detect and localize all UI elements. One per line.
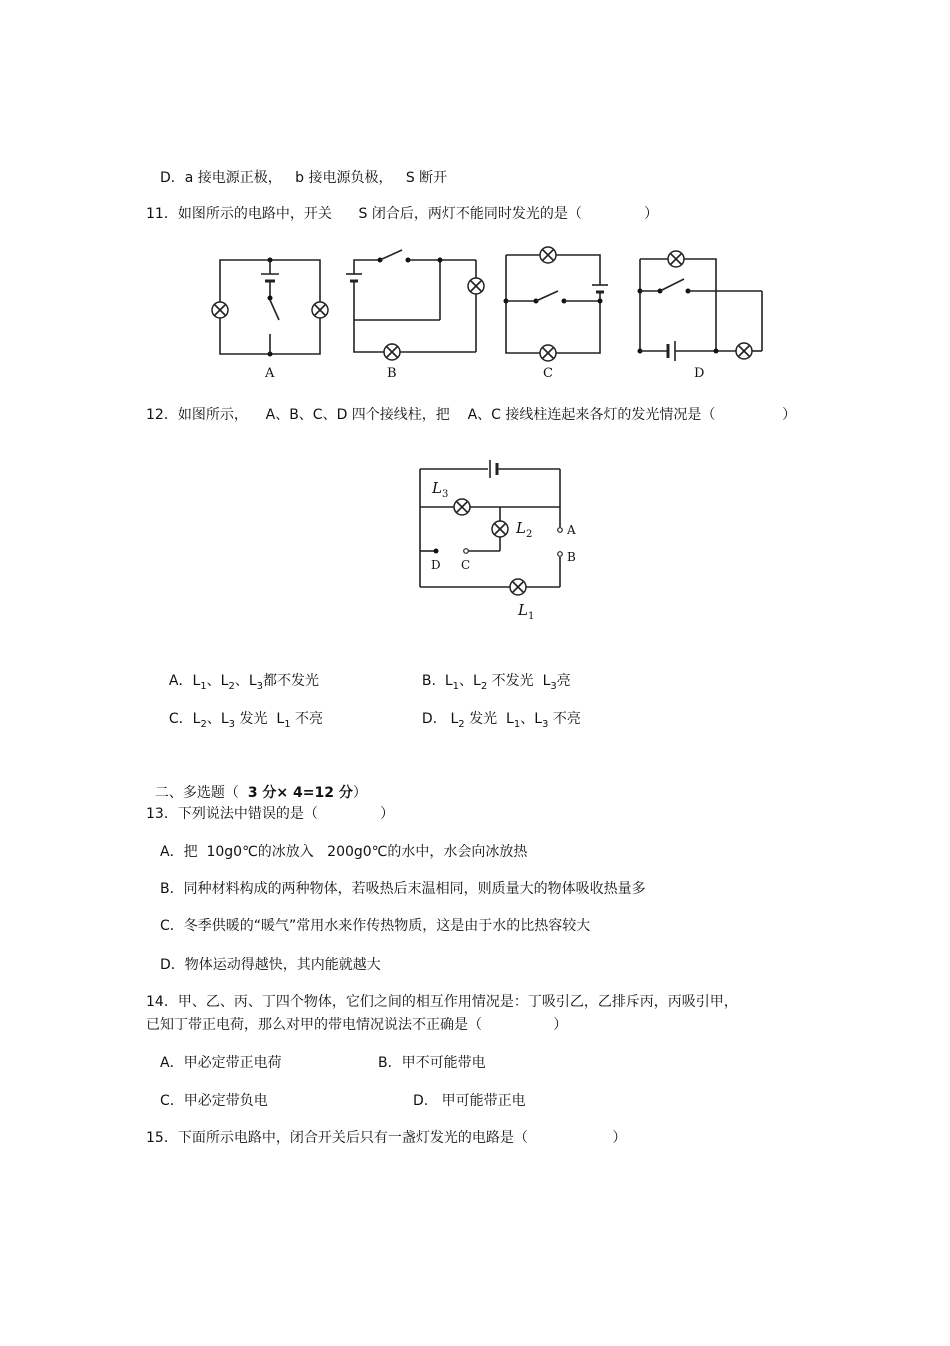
q13-option-d: D．物体运动得越快，其内能就越大 — [160, 957, 381, 973]
q12-circuit — [410, 455, 600, 630]
q15-stem: 15．下面所示电路中，闭合开关后只有一盏灯发光的电路是（ ） — [146, 1130, 627, 1146]
q11-circuit-a — [205, 250, 335, 362]
q11-caption-c: C — [543, 366, 553, 381]
q14-option-a: A．甲必定带正电荷 — [160, 1055, 282, 1071]
q11-circuit-b — [340, 248, 492, 364]
q14-option-c: C．甲必定带负电 — [160, 1093, 268, 1109]
section-heading: 二、多选题（ 3 分× 4=12 分） — [154, 785, 367, 801]
q14-stem-line2: 已知丁带正电荷，那么对甲的带电情况说法不正确是（ ） — [146, 1017, 568, 1033]
q14-option-b: B．甲不可能带电 — [378, 1055, 486, 1071]
q11-stem: 11．如图所示的电路中，开关 S 闭合后，两灯不能同时发光的是（ ） — [146, 206, 659, 222]
q13-option-c: C．冬季供暖的“暖气”常用水来作传热物质，这是由于水的比热容较大 — [160, 918, 591, 934]
q13-option-b: B．同种材料构成的两种物体，若吸热后末温相同，则质量大的物体吸收热量多 — [160, 881, 646, 897]
q12-option-c: C．$L_2$、$L_3$ 发光 $L_1$ 不亮 — [168, 711, 324, 730]
q12-label-l1: L — [518, 601, 528, 619]
q13-stem: 13．下列说法中错误的是（ ） — [146, 806, 395, 822]
q11-caption-d: D — [694, 366, 705, 381]
q12-label-d: D — [431, 558, 441, 572]
q12-option-a: A．$L_1$、$L_2$、$L_3$都不发光 — [168, 673, 320, 692]
q14-option-d: D. 甲可能带正电 — [413, 1093, 526, 1109]
q12-label-l3: L — [432, 479, 442, 497]
q12-label-l2: L — [516, 519, 526, 537]
q12-label-b: B — [567, 550, 576, 564]
q12-option-b: B. $L_1$、$L_2$ 不发光 $L_3$亮 — [421, 673, 571, 692]
q12-label-c: C — [461, 558, 471, 572]
q12-option-d: D. $L_2$ 发光 $L_1$、$L_3$ 不亮 — [421, 711, 581, 730]
q14-stem-line1: 14．甲、乙、丙、丁四个物体，它们之间的相互作用情况是：丁吸引乙，乙排斥丙，丙吸引甲， — [146, 994, 738, 1010]
q11-caption-a: A — [265, 366, 275, 381]
q12-label-l1-sub: 1 — [528, 611, 535, 622]
q11-caption-b: B — [387, 366, 397, 381]
q10-option-d: D．a 接电源正极， b 接电源负极， S 断开 — [160, 170, 448, 186]
q11-circuit-c — [498, 245, 618, 363]
q12-stem: 12．如图所示， A、B、C、D 四个接线柱，把 A、C 接线柱连起来各灯的发光情况是（ ） — [146, 407, 797, 423]
q13-option-a: A．把 10g0℃的冰放入 200g0℃的水中，水会向冰放热 — [160, 844, 528, 860]
q11-circuit-d — [630, 245, 770, 363]
q12-label-l2-sub: 2 — [526, 529, 533, 540]
q12-label-a: A — [567, 523, 576, 537]
q12-label-l3-sub: 3 — [442, 489, 449, 500]
